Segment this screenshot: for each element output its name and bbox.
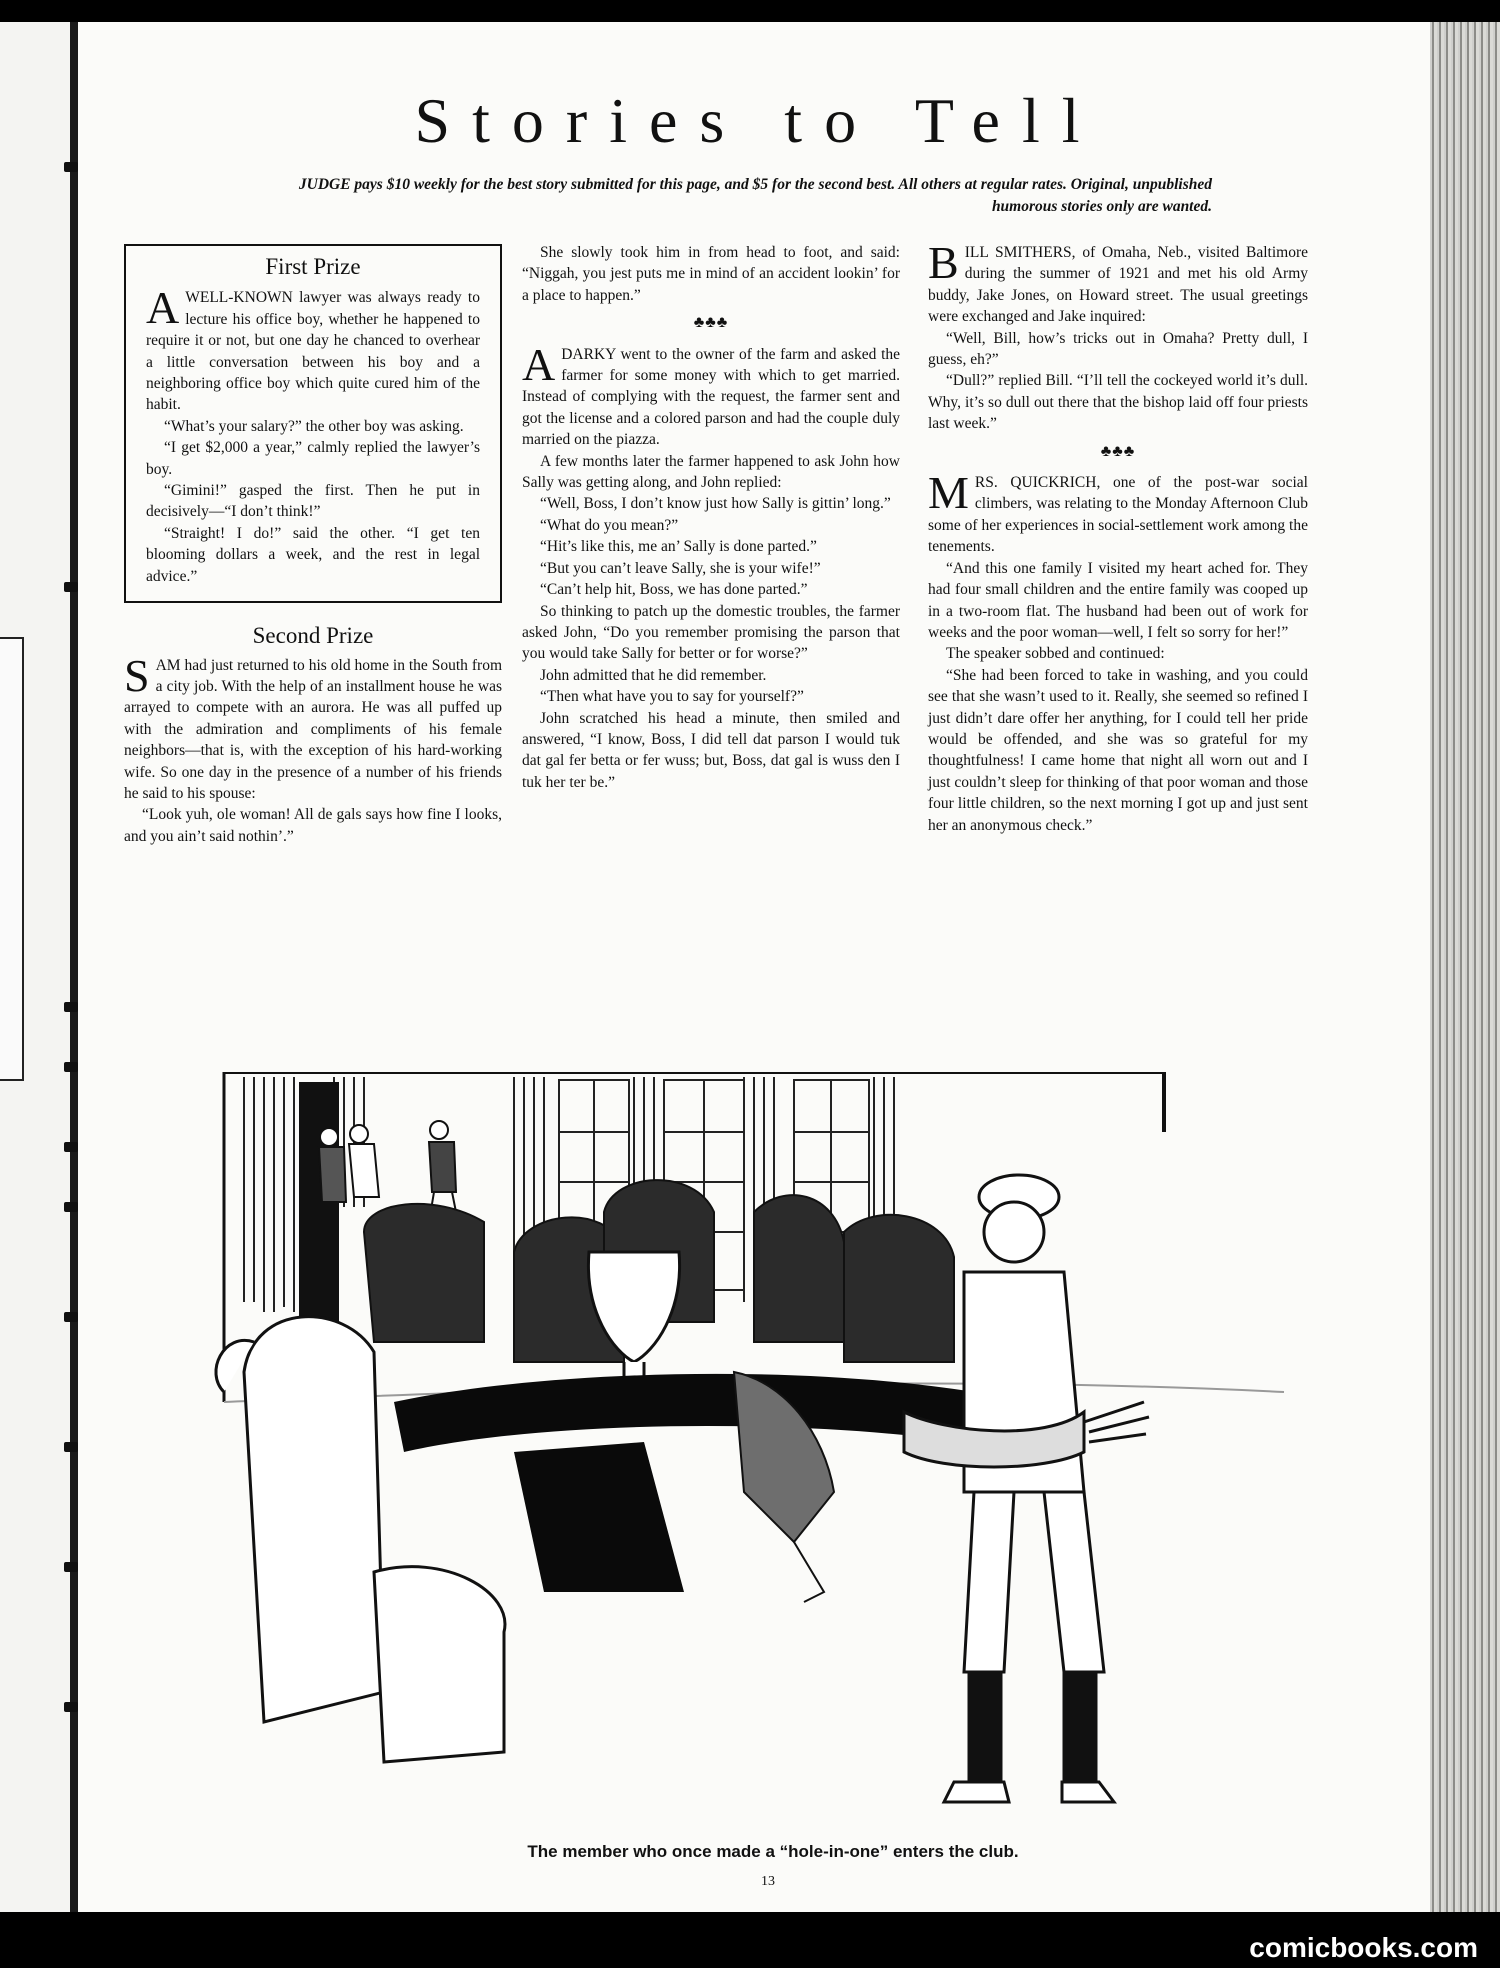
drop-cap: A (146, 282, 180, 334)
page-stack-edge (1430, 22, 1500, 1912)
binding-stitch (64, 1312, 78, 1322)
story-paragraph: BILL SMITHERS, of Omaha, Neb., visited Baltimore during the summer of 1921 and met his old Army buddy, Jake Jones, on Howard street. The usual greetings were exchanged and Jake inquired: (928, 237, 1308, 326)
story-paragraph: A few months later the farmer happened to ask John how Sally was getting along, and John replied: (522, 452, 900, 492)
page-subhead: JUDGE pays $10 weekly for the best story submitted for this page, and $5 for the second best. All others at regular rates. Original, unpublished humorous stories only are wanted. (298, 176, 1212, 215)
drop-cap: S (124, 649, 150, 701)
story-paragraph: The speaker sobbed and continued: (946, 645, 1165, 663)
story-paragraph: “Look yuh, ole woman! All de gals says how fine I looks, and you ain’t said nothin’.” (124, 806, 502, 845)
binding-stitch (64, 1002, 78, 1012)
drop-cap: A (522, 338, 556, 390)
story-paragraph: “Dull?” replied Bill. “I’ll tell the cockeyed world it’s dull. Why, it’s so dull out there that the bishop laid off four priests last week.” (928, 372, 1308, 433)
drop-cap: B (928, 237, 959, 288)
story-paragraph: “What’s your salary?” the other boy was asking. (164, 417, 464, 435)
page-title: Stories to Tell (414, 85, 1102, 156)
story-paragraph: “I get $2,000 a year,” calmly replied the lawyer’s boy. (146, 439, 480, 478)
story-paragraph: “She had been forced to take in washing, and you could see that she wasn’t used to it. Really, she seemed so refined I just didn’t dare offer her anything, for I could tell her pride would be offended, and she was so grateful for my thoughtfulness! I came home that night all worn out and I just couldn’t sleep for thinking of that poor woman and those four little children, so the next morning I got up and just sent her an anonymous check.” (928, 666, 1308, 834)
story-paragraph: AWELL-KNOWN lawyer was always ready to lecture his office boy, whether he happened to require it or not, but one day he chanced to overhear a little conversation between his boy and a neighboring office boy which quite cured him of the habit. (146, 282, 480, 414)
second-prize-title: Second Prize (252, 623, 374, 649)
binding-stitch (64, 1202, 78, 1212)
watermark: comicbooks.com (1249, 1932, 1478, 1963)
table (394, 1374, 974, 1592)
story-paragraph: She slowly took him in from head to foot, and said: “Niggah, you jest puts me in mind of an accident lookin’ for a place to happen.” (522, 244, 900, 304)
page-number: 13 (761, 1874, 775, 1889)
left-page-edge (0, 22, 76, 1912)
story-paragraph: John scratched his head a minute, then smiled and answered, “I know, Boss, I did tell dat parson I would tuk dat gal fer betta or fer wuss; but, Boss, dat gal is wuss den I tuk her ter be.” (522, 709, 900, 791)
story-paragraph: “Straight! I do!” said the other. “I get ten blooming dollars a week, and the rest in legal advice.” (146, 524, 480, 585)
story-paragraph: So thinking to patch up the domestic troubles, the farmer asked John, “Do you remember promising the parson that you would take Sally for better or for worse?” (522, 602, 900, 663)
binding-stitch (64, 1702, 78, 1712)
binding-stitch (64, 1142, 78, 1152)
story-paragraph: SAM had just returned to his old home in the South from a city job. With the help of an installment house he was arrayed to compete with an aurora. He was all puffed up with the admiration and compliments of his female neighbors—that is, with the exception of his hard-working wife. So one day in the presence of a number of his friends he said to his spouse: (124, 649, 502, 802)
story-paragraph: MRS. QUICKRICH, one of the post-war social climbers, was relating to the Monday Afternoon Club some of her experiences in social-settlement work among the tenements. (928, 467, 1308, 556)
binding-stitch (64, 582, 78, 592)
story-divider-ornament: ♣♣♣ (1100, 442, 1136, 460)
magazine-page (78, 22, 1430, 1912)
illustration-caption: The member who once made a “hole-in-one” enters the club. (527, 1842, 1019, 1861)
first-prize-title: First Prize (265, 254, 361, 279)
club-lounge-illustration (184, 1072, 1364, 1832)
story-paragraph: “Then what have you to say for yourself?” (540, 688, 804, 706)
white-armchair (216, 1317, 505, 1762)
story-paragraph: “And this one family I visited my heart ached for. They had four small children and the entire family was cooped up in a two-room flat. The husband had been out of work for weeks and the poor woman—well, I felt so sorry for her!” (928, 559, 1308, 641)
column-2 (522, 242, 900, 793)
binding-stitch (64, 162, 78, 172)
left-page-box (0, 637, 24, 1081)
story-paragraph: “Well, Boss, I don’t know just how Sally is gittin’ long.” (540, 495, 891, 513)
story-paragraph: “But you can’t leave Sally, she is your wife!” (540, 559, 821, 577)
story-paragraph: “Hit’s like this, me an’ Sally is done parted.” (540, 538, 817, 556)
first-prize-box (124, 244, 502, 603)
story-paragraph: “What do you mean?” (540, 516, 679, 534)
column-1 (124, 242, 502, 847)
story-paragraph: “Gimini!” gasped the first. Then he put in decisively—“I don’t think!” (146, 482, 480, 521)
binding-stitch (64, 1062, 78, 1072)
binding-spine (70, 22, 78, 1912)
story-paragraph: ADARKY went to the owner of the farm and asked the farmer for some money with which to get married. Instead of complying with the request, the farmer sent and got the license and a colored parson and had the couple duly married on the piazza. (522, 338, 900, 449)
story-paragraph: “Well, Bill, how’s tricks out in Omaha? Pretty dull, I guess, eh?” (928, 329, 1308, 369)
story-paragraph: “Can’t help hit, Boss, we has done parted.” (540, 581, 808, 599)
story-paragraph: John admitted that he did remember. (540, 666, 767, 684)
column-3 (928, 237, 1308, 836)
story-divider-ornament: ♣♣♣ (693, 314, 729, 332)
drop-cap: M (928, 467, 969, 519)
binding-stitch (64, 1562, 78, 1572)
binding-stitch (64, 1442, 78, 1452)
